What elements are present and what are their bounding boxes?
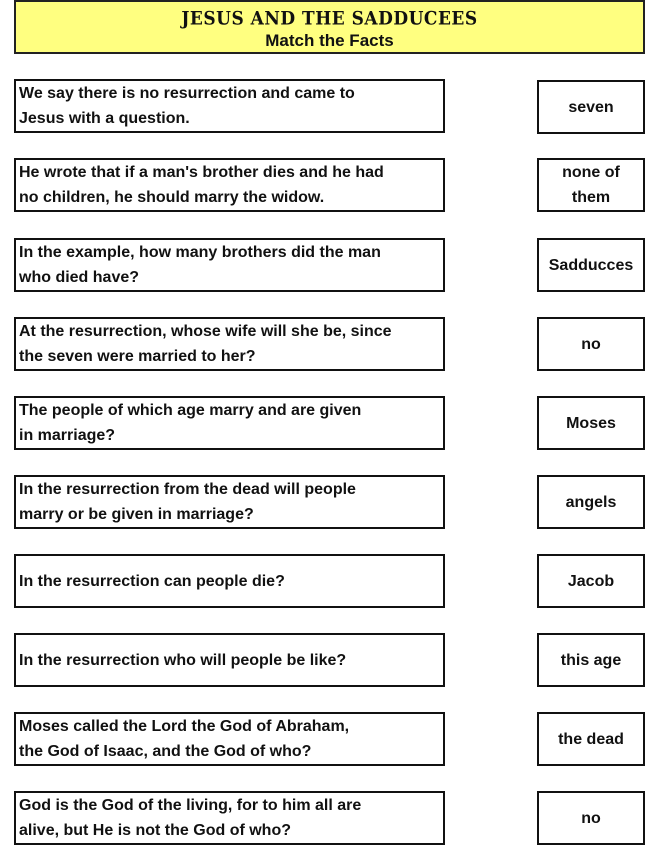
question-text: In the example, how many brothers did the man who died have? bbox=[19, 244, 381, 286]
worksheet-header bbox=[14, 0, 645, 54]
question-box-6 bbox=[14, 475, 445, 529]
answer-box-7 bbox=[537, 554, 645, 608]
question-text: In the resurrection can people die? bbox=[19, 572, 285, 590]
question-box-7 bbox=[14, 554, 445, 608]
question-text: We say there is no resurrection and came to Jesus with a question. bbox=[19, 85, 355, 127]
question-text: The people of which age marry and are given in marriage? bbox=[19, 402, 362, 444]
question-box-8 bbox=[14, 633, 445, 687]
answer-text: the dead bbox=[558, 730, 624, 748]
question-box-5 bbox=[14, 396, 445, 450]
question-box-1 bbox=[14, 79, 445, 133]
answer-text: Moses bbox=[566, 414, 616, 432]
question-text: In the resurrection who will people be like? bbox=[19, 651, 347, 669]
question-text: God is the God of the living, for to him all are alive, but He is not the God of who? bbox=[19, 797, 362, 839]
answer-text: no bbox=[581, 335, 601, 353]
answer-text: Jacob bbox=[567, 572, 615, 590]
answer-text: Sadducces bbox=[548, 256, 634, 274]
question-box-9 bbox=[14, 712, 445, 766]
worksheet-title: JESUS AND THE SADDUCEES bbox=[181, 8, 478, 30]
answer-box-4 bbox=[537, 317, 645, 371]
question-text: He wrote that if a man's brother dies and he had no children, he should marry the widow. bbox=[19, 164, 384, 206]
answer-box-9 bbox=[537, 712, 645, 766]
question-text: Moses called the Lord the God of Abraham, the God of Isaac, and the God of who? bbox=[19, 718, 350, 760]
answer-box-2 bbox=[537, 158, 645, 212]
answer-box-6 bbox=[537, 475, 645, 529]
answer-box-8 bbox=[537, 633, 645, 687]
answer-text: seven bbox=[568, 98, 614, 116]
question-box-4 bbox=[14, 317, 445, 371]
answer-text: no bbox=[581, 809, 601, 827]
question-box-10 bbox=[14, 791, 445, 845]
answer-box-10 bbox=[537, 791, 645, 845]
answer-box-5 bbox=[537, 396, 645, 450]
answer-box-1 bbox=[537, 80, 645, 134]
answer-box-3 bbox=[537, 238, 645, 292]
question-text: In the resurrection from the dead will people marry or be given in marriage? bbox=[19, 481, 356, 523]
answer-text: this age bbox=[560, 651, 622, 669]
question-box-3 bbox=[14, 238, 445, 292]
question-text: At the resurrection, whose wife will she be, since the seven were married to her? bbox=[19, 323, 392, 365]
answer-text: angels bbox=[565, 493, 617, 511]
question-box-2 bbox=[14, 158, 445, 212]
answer-text: none of them bbox=[562, 164, 620, 206]
worksheet-subtitle: Match the Facts bbox=[265, 31, 394, 50]
